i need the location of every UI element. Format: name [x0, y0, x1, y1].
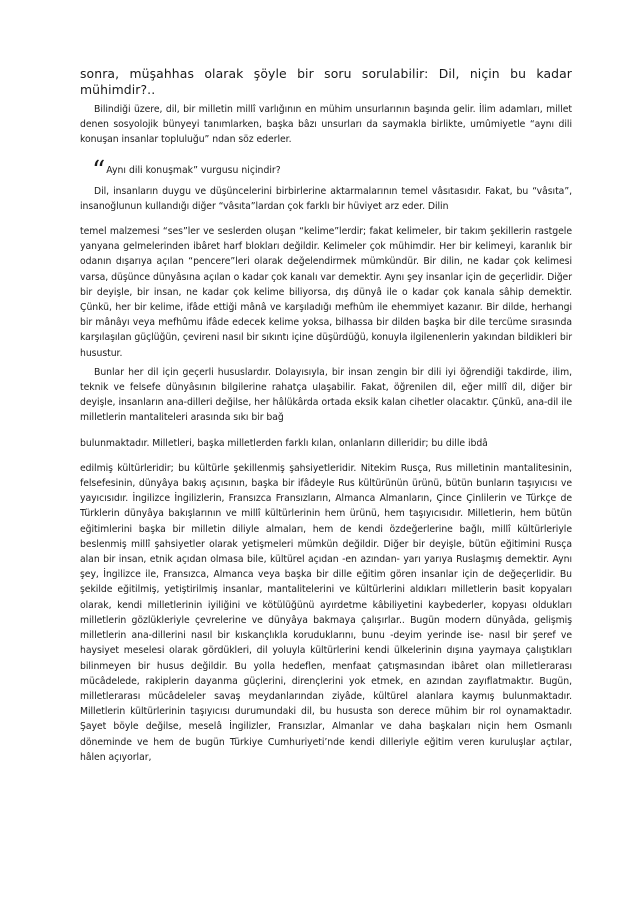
- paragraph-3-part-3: edilmiş kültürleridir; bu kültürle şekillenmiş şahsiyetleridir. Nitekim Rusça, Rus milletinin mantalitesinin, felsefesinin, dünyâya bakış açısının, başka bir ifâdeyle Rus kültürünün ürünü, bütün bunların taşıyıcısı ve yayıcısıdır. İngilizce İngilizlerin, Fransızca Fransızların, Almanca Almanların, Çince Çinlilerin ve Türkçe de Türklerin dünyâya bakışlarının ve millî kültürlerinin hem ürünü, hem taşıyıcısıdır. Milletlerin, hem bütün eğitimlerini başka bir milletin diliyle almaları, hem de kendi özdeğerlerine bağlı, millî kültürleriyle beslenmiş millî şahsiyetler olarak yetişmeleri mümkün değildir. Diğer bir deyişle, bütün eğitimini Rusça alan bir insan, etnik açıdan olmasa bile, kültürel açıdan -en azından- yarı yarıya Ruslaşmış demektir. Aynı şey, İngilizce ile, Fransızca, Almanca veya başka bir dille eğitim gören insanlar için de değeçerlidir. Bu şekilde eğitilmiş, yetiştirilmiş insanlar, mantalitelerini ve kültürlerini aldıkları milletlerin basit kopyaları olarak, kendi milletlerinin iyiliğini ve kötülüğünü ayırdetme kâbiliyetini kaybederler, kopyası oldukları milletlerin gözlükleriyle çevrelerine ve dünyâya bakmaya çalışırlar.. Bugün modern dünyâda, gelişmiş milletlerin ana-dillerini nasıl bir kıskançlıkla koruduklarını, bunu -deyim yerinde ise- nasıl bir şeref ve haysiyet meselesi olarak gördükleri, dil yoluyla kültürlerini kendi ülkelerinin dışına yaymaya çalıştıkları bilinmeyen bir husus değildir. Bu yolla hedeflen, menfaat çatışmasından ibâret olan milletlerarası mücâdelede, rakiplerin dayanma güçlerini, dirençlerini yok etmek, en azından zayıflatmaktır. Bugün, milletlerarası mücâdeleler savaş meydanlarından ziyâde, kültürel alanlara kaymış bulunmaktadır. Milletlerin kültürlerinin taşıyıcısı durumundaki dil, bu hususta son derece mühim bir rol oynamaktadır. Şayet böyle değilse, meselâ İngilizler, Fransızlar, Almanlar ve daha başkaları niçin hem Osmanlı döneminde ve hem de bugün Türkiye Cumhuriyeti’nde kendi dilleriyle eğitim veren kuruluşlar açtılar, hâlen açıyorlar,: [80, 462, 572, 763]
- paragraph-2-part-2: temel malzemesi “ses”ler ve seslerden oluşan “kelime”lerdir; fakat kelimeler, bir takım şekillerin rastgele yanyana gelmelerinden ibâret harf blokları değildir. Kelimeler çok mühimdir. Her bir kelimeyi, karanlık bir odanın dışarıya açılan “pencere”leri olarak değelendirmek mümkündür. Bir dilin, ne kadar çok kelimesi varsa, düşünce dünyâsına açılan o kadar çok kanalı var demektir. Aynı şey insanlar için de geçerlidir. Diğer bir deyişle, bir insan, ne kadar çok kelime biliyorsa, dış dünyâ ile o kadar çok kanala sâhip demektir. Çünkü, her bir kelime, ifâde ettiği mânâ ve karşıladığı mefhûm ile ehemmiyet kazanır. Bir dilde, herhangi bir mânâyı veya mefhûmu ifâde edecek kelime yoksa, bilhassa bir dilden başka bir dile tercüme sırasında karşılaşılan güçlüğün, çevireni nasıl bir sıkıntı içine düşürdüğü, konuyla ilgilenenlerin yakından bildikleri bir husustur.: [80, 226, 572, 359]
- paragraph-3-part-1: Bunlar her dil için geçerli hususlardır. Dolayısıyla, bir insan zengin bir dili iyi öğrendiği takdirde, ilim, teknik ve felsefe dünyâsının bilgilerine rahatça ulaşabilir. Fakat, öğrenilen dil, eğer millî dil, diğer bir deyişle, insanların ana-dilleri değilse, her hâlükârda ortada eksik kalan cihetler olacaktır. Çünkü, ana-dil ile milletlerin mantaliteleri arasında sıkı bir bağ: [80, 366, 572, 424]
- line-gap: [80, 426, 572, 436]
- line-gap: [80, 451, 572, 461]
- paragraph-1: Bilindiği üzere, dil, bir milletin millî varlığının en mühim unsurlarının başında gelir. İlim adamları, millet denen sosyolojik bünyeyi tanımlarken, başka bâzı unsurları da saymakla birlikte, umûmiyetle “aynı dili konuşan insanlar topluluğu” ndan söz ederler.: [80, 104, 572, 146]
- pull-quote-text: Aynı dili konuşmak” vurgusu niçindir?: [106, 164, 281, 176]
- quote-mark-icon: “: [92, 155, 106, 186]
- line-gap: [80, 214, 572, 224]
- pull-quote: [92, 155, 572, 186]
- document-page: [80, 66, 572, 765]
- paragraph-3-part-2: bulunmaktadır. Milletleri, başka milletlerden farklı kılan, onlanların dilleridir; bu dille ibdâ: [80, 437, 488, 449]
- section-heading: sonra, müşahhas olarak şöyle bir soru sorulabilir: Dil, niçin bu kadar mühimdir?..: [80, 66, 572, 97]
- paragraph-2-part-1: Dil, insanların duygu ve düşüncelerini birbirlerine aktarmalarının temel vâsıtasıdır. Fakat, bu “vâsıta”, insanoğlunun kullandığı diğer “vâsıta”lardan çok farklı bir hüviyet arz eder. Dilin: [80, 185, 572, 212]
